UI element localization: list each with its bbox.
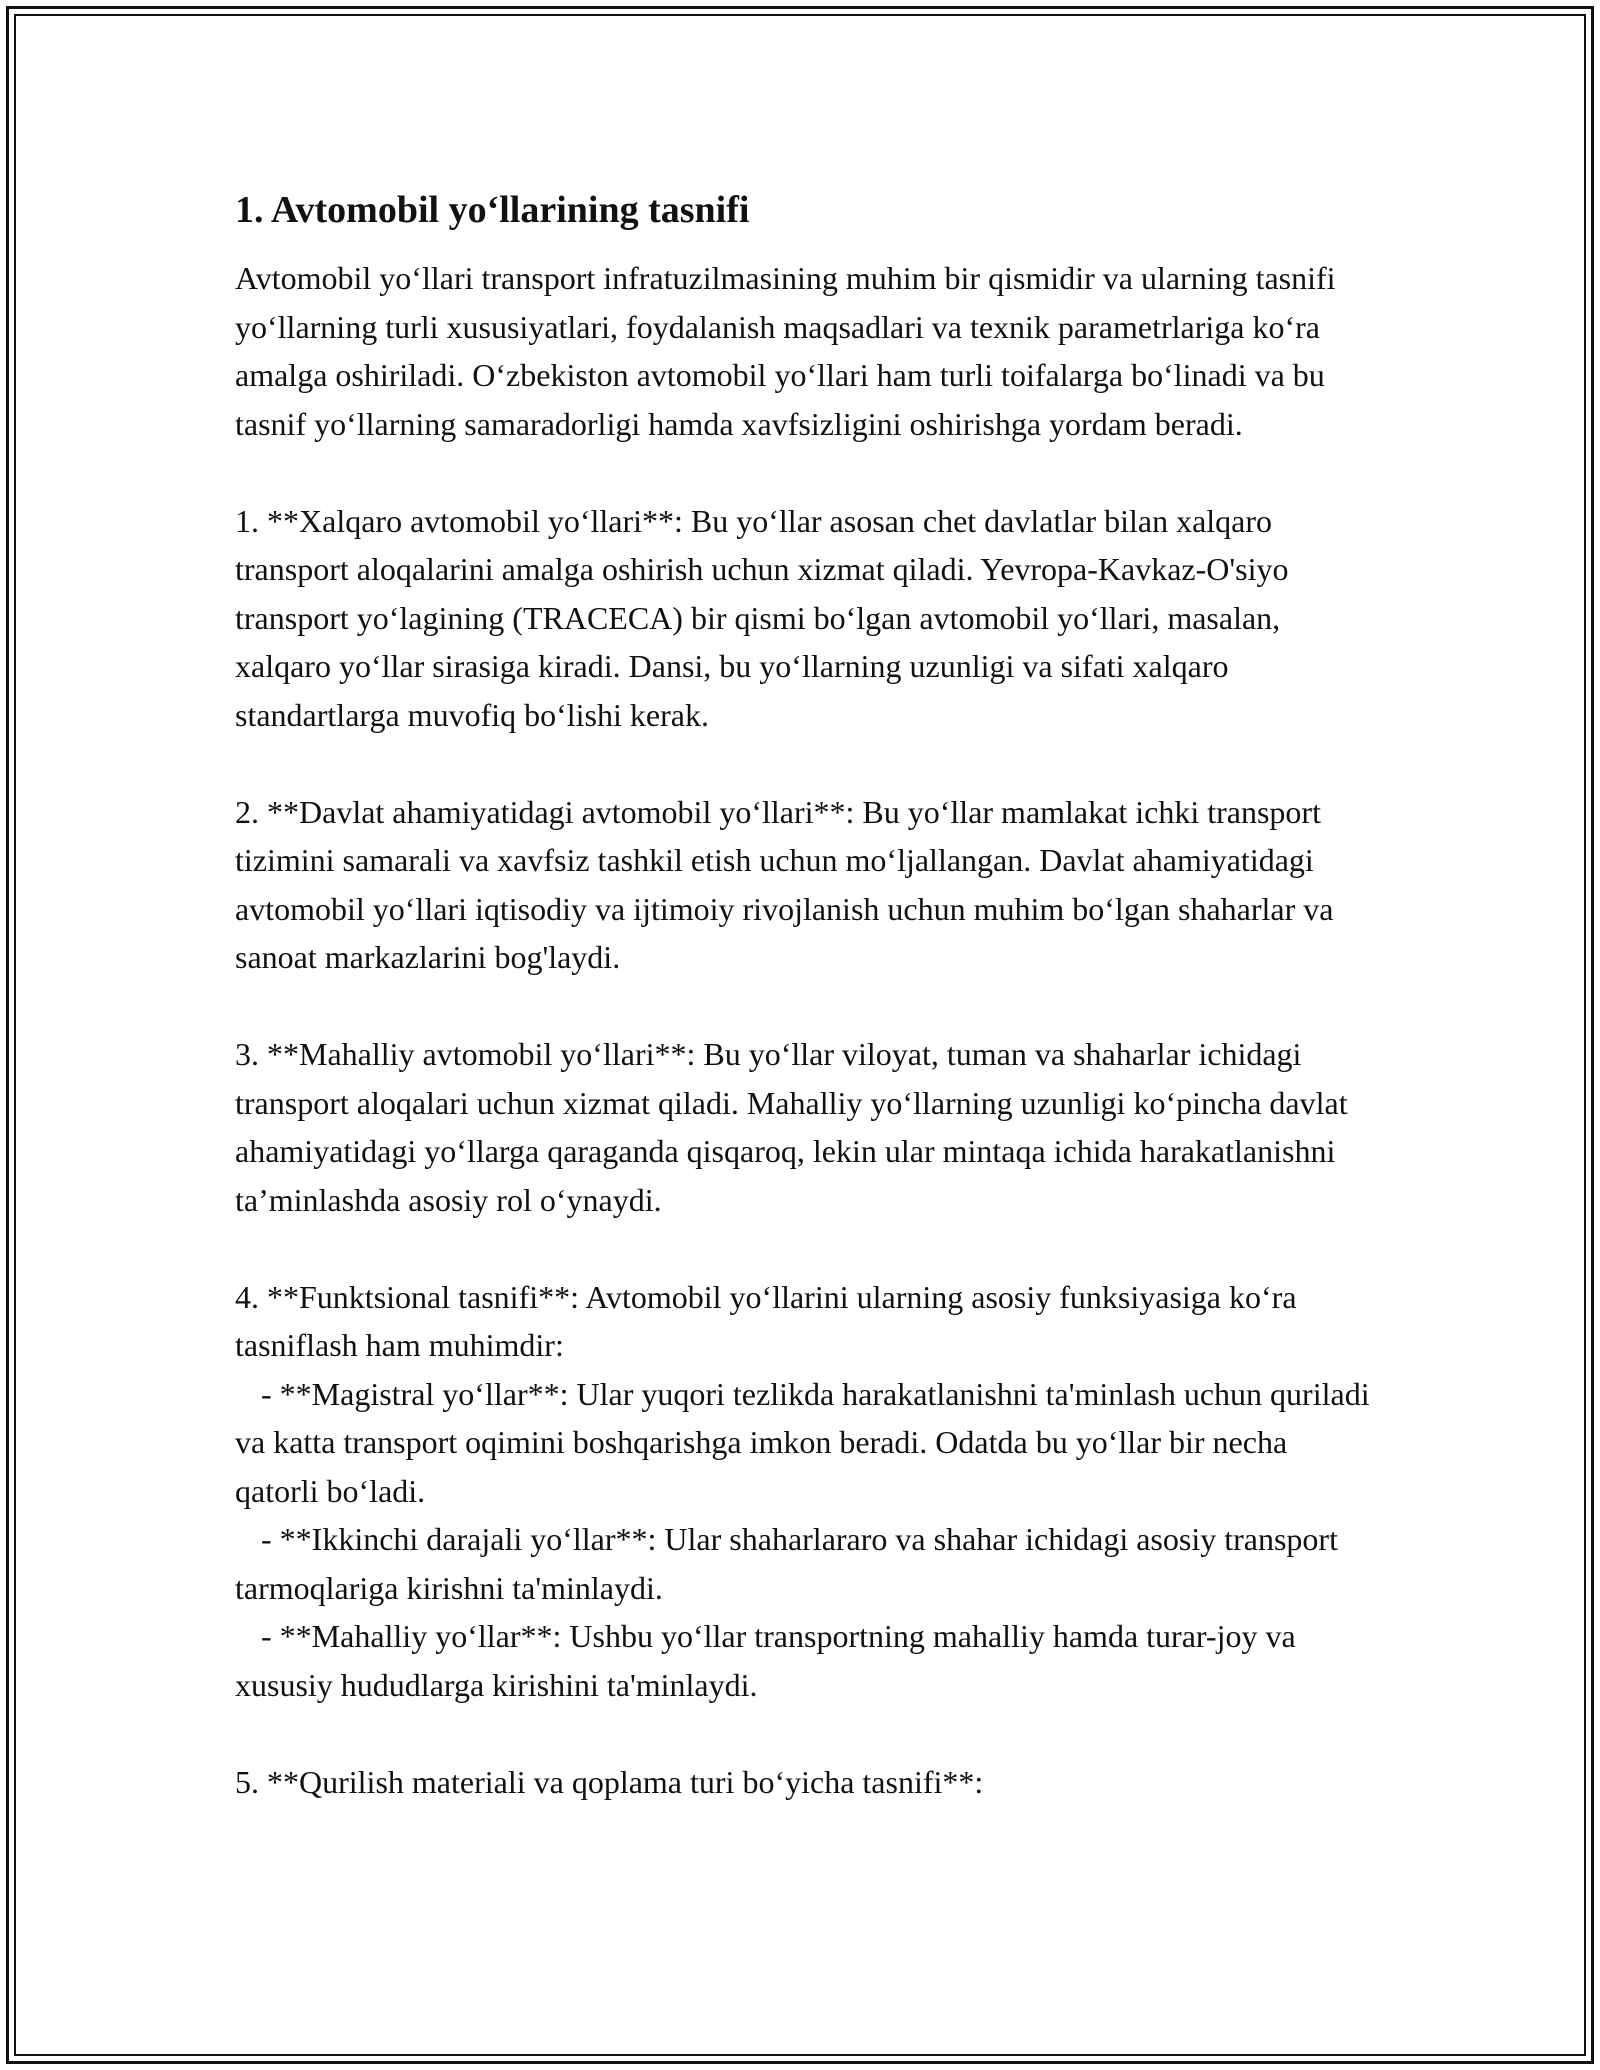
list-item-local-roads: 3. **Mahalliy avtomobil yo‘llari**: Bu yo‘llar viloyat, tuman va shaharlar ichidagi transport aloqalari uchun xizmat qiladi. Mahalliy yo‘llarning uzunligi ko‘pincha davlat ahamiyatidagi yo‘llarga qaraganda qisqaroq, lekin ular mintaqa ichida harakatlanishni ta’minlashda asosiy rol o‘ynaydi.: [235, 1036, 1348, 1218]
sub-item-local-roads: - **Mahalliy yo‘llar**: Ushbu yo‘llar transportning mahalliy hamda turar-joy va xususiy hududlarga kirishini ta'minlaydi.: [235, 1618, 1296, 1703]
list-item-international-roads: 1. **Xalqaro avtomobil yo‘llari**: Bu yo‘llar asosan chet davlatlar bilan xalqaro transport aloqalarini amalga oshirish uchun xizmat qiladi. Yevropa-Kavkaz-O'siyo transport yo‘lagining (TRACECA) bir qismi bo‘lgan avtomobil yo‘llari, masalan, xalqaro yo‘llar sirasiga kiradi. Dansi, bu yo‘llarning uzunligi va sifati xalqaro standartlarga muvofiq bo‘lishi kerak.: [235, 502, 1289, 733]
sub-item-secondary-roads: - **Ikkinchi darajali yo‘llar**: Ular shaharlararo va shahar ichidagi asosiy transport tarmoqlariga kirishni ta'minlaydi.: [235, 1521, 1338, 1606]
list-item-functional-classification: 4. **Funktsional tasnifi**: Avtomobil yo‘llarini ularning asosiy funksiyasiga ko‘ra tasniflash ham muhimdir:: [235, 1278, 1297, 1363]
list-item-material-classification: 5. **Qurilish materiali va qoplama turi bo‘yicha tasnifi**:: [235, 1763, 984, 1800]
section-heading: 1. Avtomobil yo‘llarining tasnifi: [235, 189, 750, 231]
document-body: [235, 186, 1375, 1806]
list-item-state-roads: 2. **Davlat ahamiyatidagi avtomobil yo‘llari**: Bu yo‘llar mamlakat ichki transport tizimini samarali va xavfsiz tashkil etish uchun mo‘ljallangan. Davlat ahamiyatidagi avtomobil yo‘llari iqtisodiy va ijtimoiy rivojlanish uchun muhim bo‘lgan shaharlar va sanoat markazlarini bog'laydi.: [235, 793, 1334, 975]
sub-item-main-roads: - **Magistral yo‘llar**: Ular yuqori tezlikda harakatlanishni ta'minlash uchun quriladi va katta transport oqimini boshqarishga imkon beradi. Odatda bu yo‘llar bir necha qatorli bo‘ladi.: [235, 1375, 1370, 1509]
intro-paragraph: Avtomobil yo‘llari transport infratuzilmasining muhim bir qismidir va ularning tasnifi yo‘llarning turli xususiyatlari, foydalanish maqsadlari va texnik parametrlariga ko‘ra amalga oshiriladi. O‘zbekiston avtomobil yo‘llari ham turli toifalarga bo‘linadi va bu tasnif yo‘llarning samaradorligi hamda xavfsizligini oshirishga yordam beradi.: [235, 260, 1336, 442]
